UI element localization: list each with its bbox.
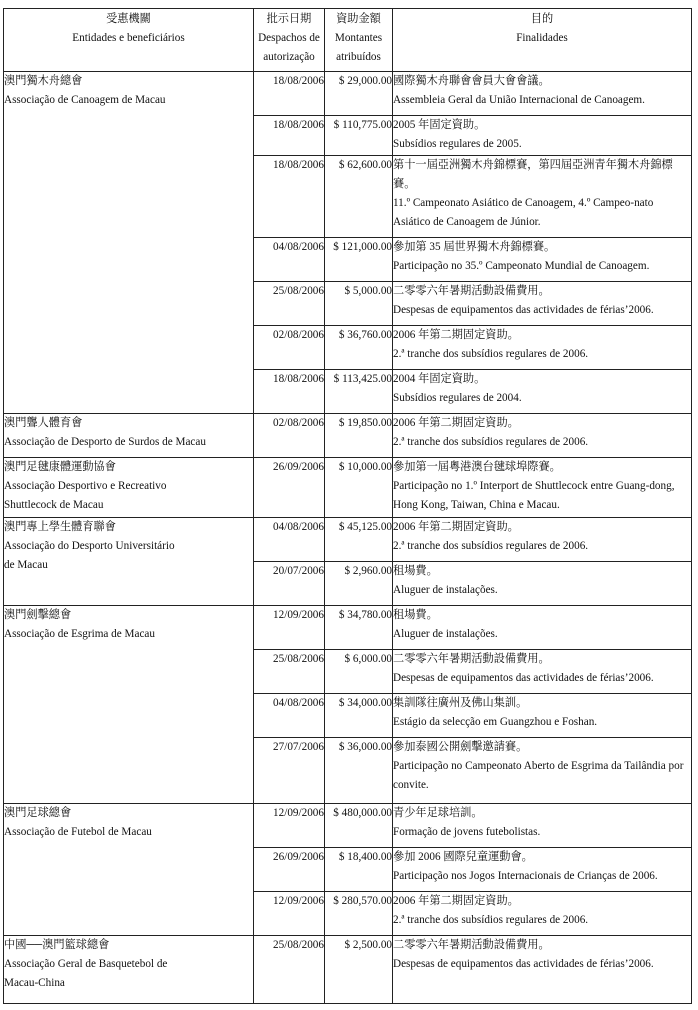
date-cell: 04/08/2006 xyxy=(254,518,325,562)
purpose-pt: Participação no 1.º Interport de Shuttlecock entre Guang-dong, Hong Kong, Taiwan, China e Macau. xyxy=(393,480,675,511)
table-row xyxy=(4,458,692,518)
amount-cell: $ 480,000.00 xyxy=(325,804,393,848)
amount-cell: $ 10,000.00 xyxy=(325,458,393,518)
purpose-zh: 二零零六年暑期活動設備費用。 xyxy=(393,285,550,297)
purpose-zh: 2004 年固定資助。 xyxy=(393,373,486,385)
date-cell: 12/09/2006 xyxy=(254,606,325,650)
entity-name-zh: 澳門足毽康體運動協會 xyxy=(4,461,116,473)
purpose-cell xyxy=(393,848,692,892)
purpose-zh: 2006 年第二期固定資助。 xyxy=(393,521,519,533)
entity-name-pt: Shuttlecock de Macau xyxy=(4,499,104,511)
purpose-pt: Despesas de equipamentos das actividades de férias’2006. xyxy=(393,672,654,684)
date-cell: 26/09/2006 xyxy=(254,848,325,892)
purpose-zh: 國際獨木舟聯會會員大會會議。 xyxy=(393,75,550,87)
purpose-pt: Participação no 35.º Campeonato Mundial de Canoagem. xyxy=(393,260,650,272)
amount-cell: $ 19,850.00 xyxy=(325,414,393,458)
amount-cell: $ 18,400.00 xyxy=(325,848,393,892)
header-date-pt2: autorização xyxy=(263,51,315,63)
entity-cell xyxy=(4,72,254,414)
header-amount xyxy=(325,9,393,72)
purpose-zh: 2006 年第二期固定資助。 xyxy=(393,417,519,429)
header-entity-zh: 受惠機關 xyxy=(106,13,151,25)
date-cell: 20/07/2006 xyxy=(254,562,325,606)
purpose-cell xyxy=(393,738,692,804)
entity-name-pt: Associação de Esgrima de Macau xyxy=(4,628,155,640)
purpose-pt: 11.º Campeonato Asiático de Canoagem, 4.º Campeo-nato Asiático de Canoagem de Júnior. xyxy=(393,197,654,228)
entity-name-zh: 澳門足球總會 xyxy=(4,807,72,819)
table-body xyxy=(4,72,692,1004)
header-amount-zh: 資助金額 xyxy=(336,13,381,25)
purpose-pt: 2.ª tranche dos subsídios regulares de 2006. xyxy=(393,540,589,552)
table-header xyxy=(4,9,692,72)
table-row xyxy=(4,72,692,116)
amount-cell: $ 2,500.00 xyxy=(325,936,393,1004)
header-date xyxy=(254,9,325,72)
amount-cell: $ 6,000.00 xyxy=(325,650,393,694)
entity-name-pt: Macau-China xyxy=(4,977,65,989)
purpose-zh: 二零零六年暑期活動設備費用。 xyxy=(393,653,550,665)
entity-name-zh: 澳門獨木舟總會 xyxy=(4,75,83,87)
header-date-pt1: Despachos de xyxy=(258,32,320,44)
purpose-pt: Aluguer de instalações. xyxy=(393,628,498,640)
amount-cell: $ 121,000.00 xyxy=(325,238,393,282)
entity-cell xyxy=(4,414,254,458)
date-cell: 04/08/2006 xyxy=(254,694,325,738)
purpose-cell xyxy=(393,694,692,738)
header-amount-pt1: Montantes xyxy=(334,32,383,44)
purpose-zh: 參加泰國公開劍擊邀請賽。 xyxy=(393,741,528,753)
date-cell: 25/08/2006 xyxy=(254,282,325,326)
date-cell: 18/08/2006 xyxy=(254,156,325,238)
entity-cell xyxy=(4,606,254,804)
date-cell: 25/08/2006 xyxy=(254,650,325,694)
purpose-cell xyxy=(393,606,692,650)
purpose-cell xyxy=(393,370,692,414)
purpose-pt: Despesas de equipamentos das actividades de férias’2006. xyxy=(393,958,654,970)
purpose-zh: 2006 年第二期固定資助。 xyxy=(393,895,519,907)
entity-name-pt: Associação de Desporto de Surdos de Macau xyxy=(4,436,206,448)
amount-cell: $ 36,760.00 xyxy=(325,326,393,370)
amount-cell: $ 34,780.00 xyxy=(325,606,393,650)
amount-cell: $ 45,125.00 xyxy=(325,518,393,562)
amount-cell: $ 36,000.00 xyxy=(325,738,393,804)
date-cell: 02/08/2006 xyxy=(254,326,325,370)
amount-cell: $ 2,960.00 xyxy=(325,562,393,606)
date-cell: 18/08/2006 xyxy=(254,370,325,414)
table-row xyxy=(4,936,692,1004)
purpose-pt: Subsídios regulares de 2005. xyxy=(393,138,522,150)
header-amount-pt2: atribuídos xyxy=(336,51,381,63)
amount-cell: $ 34,000.00 xyxy=(325,694,393,738)
entity-name-zh: 澳門專上學生體育聯會 xyxy=(4,521,116,533)
purpose-pt: Participação nos Jogos Internacionais de Crianças de 2006. xyxy=(393,870,658,882)
purpose-zh: 青少年足球培訓。 xyxy=(393,807,483,819)
table-row xyxy=(4,518,692,562)
purpose-cell xyxy=(393,116,692,156)
date-cell: 18/08/2006 xyxy=(254,116,325,156)
entity-name-pt: Associação de Canoagem de Macau xyxy=(4,94,166,106)
entity-name-pt: de Macau xyxy=(4,559,48,571)
header-purpose xyxy=(393,9,692,72)
purpose-zh: 2005 年固定資助。 xyxy=(393,119,486,131)
purpose-pt: 2.ª tranche dos subsídios regulares de 2006. xyxy=(393,348,589,360)
amount-cell: $ 113,425.00 xyxy=(325,370,393,414)
amount-cell: $ 280,570.00 xyxy=(325,892,393,936)
date-cell: 25/08/2006 xyxy=(254,936,325,1004)
date-cell: 27/07/2006 xyxy=(254,738,325,804)
entity-name-zh: 澳門劍擊總會 xyxy=(4,609,72,621)
purpose-zh: 租場費。 xyxy=(393,565,438,577)
date-cell: 18/08/2006 xyxy=(254,72,325,116)
amount-cell: $ 5,000.00 xyxy=(325,282,393,326)
purpose-cell xyxy=(393,650,692,694)
date-cell: 26/09/2006 xyxy=(254,458,325,518)
entity-name-pt: Associação Desportivo e Recreativo xyxy=(4,480,167,492)
date-cell: 02/08/2006 xyxy=(254,414,325,458)
purpose-zh: 租場費。 xyxy=(393,609,438,621)
header-entity-pt: Entidades e beneficiários xyxy=(72,32,185,44)
purpose-cell xyxy=(393,414,692,458)
entity-name-pt: Associação Geral de Basquetebol de xyxy=(4,958,168,970)
table-row xyxy=(4,804,692,848)
purpose-pt: Subsídios regulares de 2004. xyxy=(393,392,522,404)
header-purpose-zh: 目的 xyxy=(530,13,554,25)
purpose-cell xyxy=(393,892,692,936)
purpose-pt: Formação de jovens futebolistas. xyxy=(393,826,541,838)
date-cell: 12/09/2006 xyxy=(254,804,325,848)
purpose-cell xyxy=(393,562,692,606)
header-row xyxy=(4,9,692,72)
table-row xyxy=(4,606,692,650)
table-row xyxy=(4,414,692,458)
entity-cell xyxy=(4,518,254,606)
header-date-zh: 批示日期 xyxy=(266,13,312,25)
purpose-zh: 第十一屆亞洲獨木舟錦標賽，第四屆亞洲青年獨木舟錦標賽。 xyxy=(393,159,673,190)
purpose-cell xyxy=(393,458,692,518)
purpose-zh: 2006 年第二期固定資助。 xyxy=(393,329,519,341)
entity-cell xyxy=(4,458,254,518)
purpose-cell xyxy=(393,326,692,370)
purpose-cell xyxy=(393,156,692,238)
purpose-pt: 2.ª tranche dos subsídios regulares de 2006. xyxy=(393,914,589,926)
entity-name-pt: Associação do Desporto Universitário xyxy=(4,540,175,552)
purpose-zh: 參加 2006 國際兒童運動會。 xyxy=(393,851,533,863)
amount-cell: $ 62,600.00 xyxy=(325,156,393,238)
purpose-cell xyxy=(393,72,692,116)
purpose-cell xyxy=(393,936,692,1004)
date-cell: 04/08/2006 xyxy=(254,238,325,282)
entity-name-zh: 澳門聾人體育會 xyxy=(4,417,83,429)
purpose-pt: 2.ª tranche dos subsídios regulares de 2006. xyxy=(393,436,589,448)
purpose-pt: Participação no Campeonato Aberto de Esgrima da Tailândia por convite. xyxy=(393,760,684,791)
purpose-pt: Assembleia Geral da União Internacional de Canoagem. xyxy=(393,94,645,106)
entity-cell xyxy=(4,804,254,936)
purpose-pt: Aluguer de instalações. xyxy=(393,584,498,596)
entity-name-zh: 中國──澳門籃球總會 xyxy=(4,939,110,951)
purpose-pt: Despesas de equipamentos das actividades de férias’2006. xyxy=(393,304,654,316)
purpose-zh: 二零零六年暑期活動設備費用。 xyxy=(393,939,550,951)
entity-name-pt: Associação de Futebol de Macau xyxy=(4,826,152,838)
purpose-zh: 集訓隊往廣州及佛山集訓。 xyxy=(393,697,528,709)
amount-cell: $ 29,000.00 xyxy=(325,72,393,116)
grants-table xyxy=(3,8,692,1004)
amount-cell: $ 110,775.00 xyxy=(325,116,393,156)
date-cell: 12/09/2006 xyxy=(254,892,325,936)
purpose-cell xyxy=(393,282,692,326)
header-entity xyxy=(4,9,254,72)
purpose-zh: 參加第 35 屆世界獨木舟錦標賽。 xyxy=(393,241,556,253)
purpose-zh: 參加第一屆粵港澳台毽球埠際賽。 xyxy=(393,461,561,473)
header-purpose-pt: Finalidades xyxy=(516,32,568,44)
purpose-cell xyxy=(393,238,692,282)
purpose-cell xyxy=(393,518,692,562)
entity-cell xyxy=(4,936,254,1004)
purpose-pt: Estágio da selecção em Guangzhou e Foshan. xyxy=(393,716,598,728)
purpose-cell xyxy=(393,804,692,848)
